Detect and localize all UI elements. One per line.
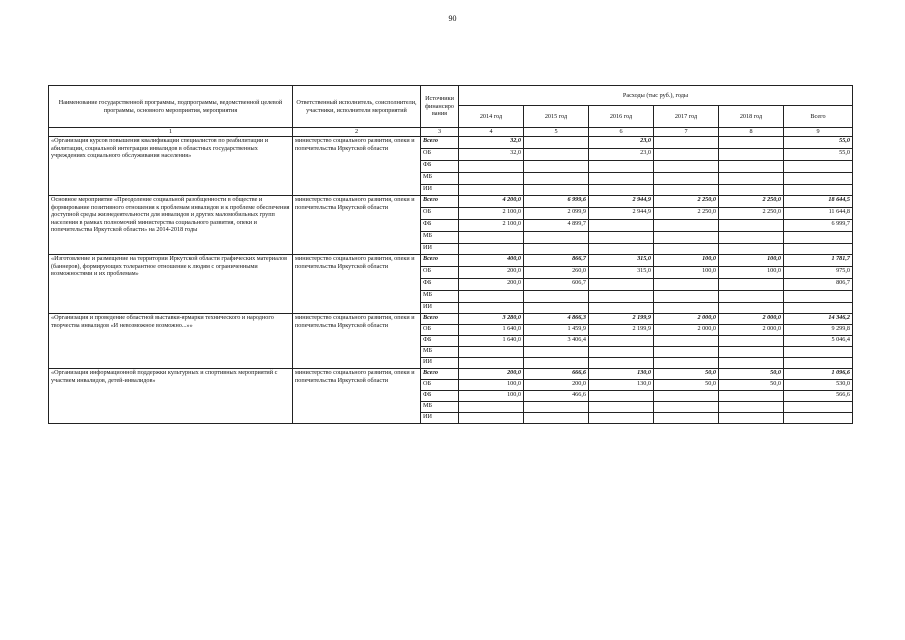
total-cell: 5 046,4: [784, 336, 853, 347]
header-source: Источники финансиро вания: [421, 86, 459, 128]
amount-cell: [524, 149, 589, 161]
funding-source: ФБ: [421, 161, 459, 173]
amount-cell: 2 250,0: [654, 196, 719, 208]
amount-cell: 2 000,0: [654, 325, 719, 336]
amount-cell: [589, 220, 654, 232]
amount-cell: [524, 402, 589, 413]
amount-cell: 400,0: [459, 255, 524, 267]
column-number: 3: [421, 128, 459, 137]
amount-cell: [459, 303, 524, 314]
amount-cell: [719, 232, 784, 244]
amount-cell: 100,0: [719, 267, 784, 279]
amount-cell: [719, 279, 784, 291]
amount-cell: 50,0: [654, 369, 719, 380]
column-number: 1: [49, 128, 293, 137]
funding-source: МБ: [421, 232, 459, 244]
total-cell: [784, 358, 853, 369]
activity-name: «Организация курсов повышения квалификации специалистов по реабилитации и абилитации, социальной интеграции инвалидов в областных государственных учреждениях социального обслуживания населения»: [49, 137, 293, 196]
amount-cell: [524, 413, 589, 424]
funding-source: ИИ: [421, 358, 459, 369]
activity-name: «Организация и проведение областной выставки-ярмарки технического и народного творчества инвалидов «И невозможное возможно...»»: [49, 314, 293, 369]
expenses-table: [48, 85, 853, 424]
header-year: 2015 год: [524, 106, 589, 128]
amount-cell: [589, 303, 654, 314]
table-row: [49, 137, 853, 149]
total-cell: [784, 291, 853, 303]
activity-executor: министерство социального развития, опеки и попечительства Иркутской области: [293, 314, 421, 369]
amount-cell: [524, 358, 589, 369]
amount-cell: [719, 303, 784, 314]
amount-cell: [719, 347, 784, 358]
funding-source: ФБ: [421, 220, 459, 232]
column-number: 9: [784, 128, 853, 137]
amount-cell: [524, 232, 589, 244]
amount-cell: [589, 185, 654, 196]
total-cell: 18 644,5: [784, 196, 853, 208]
amount-cell: 2 250,0: [719, 196, 784, 208]
amount-cell: [459, 185, 524, 196]
amount-cell: 50,0: [654, 380, 719, 391]
funding-source: ИИ: [421, 185, 459, 196]
header-year: 2017 год: [654, 106, 719, 128]
amount-cell: [719, 173, 784, 185]
amount-cell: 3 280,0: [459, 314, 524, 325]
amount-cell: 100,0: [459, 380, 524, 391]
amount-cell: 6 999,6: [524, 196, 589, 208]
header-year: 2018 год: [719, 106, 784, 128]
total-cell: 14 346,2: [784, 314, 853, 325]
total-cell: 55,0: [784, 149, 853, 161]
amount-cell: 4 200,0: [459, 196, 524, 208]
amount-cell: 1 640,0: [459, 325, 524, 336]
amount-cell: [654, 291, 719, 303]
amount-cell: [654, 137, 719, 149]
activity-name: «Изготовление и размещение на территории Иркутской области графических материалов (баннеров), формирующих толерантное отношение к людям с ограниченными возможностями и их проблемам»: [49, 255, 293, 314]
amount-cell: 130,0: [589, 369, 654, 380]
funding-source: ОБ: [421, 208, 459, 220]
amount-cell: [524, 347, 589, 358]
amount-cell: 260,0: [524, 267, 589, 279]
funding-source: ФБ: [421, 336, 459, 347]
total-cell: [784, 173, 853, 185]
column-numbers-row: [49, 128, 853, 137]
amount-cell: [589, 391, 654, 402]
amount-cell: [589, 402, 654, 413]
column-number: 6: [589, 128, 654, 137]
amount-cell: [654, 220, 719, 232]
total-cell: [784, 244, 853, 255]
funding-source: ИИ: [421, 413, 459, 424]
amount-cell: [459, 173, 524, 185]
amount-cell: 200,0: [524, 380, 589, 391]
amount-cell: [719, 402, 784, 413]
amount-cell: 2 250,0: [719, 208, 784, 220]
amount-cell: 100,0: [654, 267, 719, 279]
total-cell: 530,0: [784, 380, 853, 391]
column-number: 8: [719, 128, 784, 137]
amount-cell: 866,7: [524, 255, 589, 267]
column-number: 4: [459, 128, 524, 137]
total-cell: [784, 303, 853, 314]
amount-cell: [459, 244, 524, 255]
table-row: [49, 196, 853, 208]
column-number: 7: [654, 128, 719, 137]
amount-cell: 315,0: [589, 267, 654, 279]
amount-cell: 2 100,0: [459, 208, 524, 220]
amount-cell: [589, 358, 654, 369]
amount-cell: 2 099,9: [524, 208, 589, 220]
amount-cell: 200,0: [459, 369, 524, 380]
amount-cell: 2 000,0: [719, 325, 784, 336]
amount-cell: [719, 413, 784, 424]
amount-cell: 1 640,0: [459, 336, 524, 347]
funding-source: ИИ: [421, 244, 459, 255]
amount-cell: [654, 347, 719, 358]
amount-cell: 200,0: [459, 279, 524, 291]
total-cell: [784, 402, 853, 413]
amount-cell: [654, 173, 719, 185]
amount-cell: 50,0: [719, 380, 784, 391]
amount-cell: [654, 303, 719, 314]
column-number: 5: [524, 128, 589, 137]
total-cell: [784, 185, 853, 196]
total-cell: [784, 232, 853, 244]
amount-cell: [654, 185, 719, 196]
total-cell: 11 644,8: [784, 208, 853, 220]
amount-cell: 1 459,9: [524, 325, 589, 336]
funding-source: ФБ: [421, 391, 459, 402]
amount-cell: [719, 391, 784, 402]
funding-source: ИИ: [421, 303, 459, 314]
amount-cell: [654, 244, 719, 255]
amount-cell: 2 250,0: [654, 208, 719, 220]
amount-cell: [459, 347, 524, 358]
amount-cell: [654, 391, 719, 402]
funding-source: МБ: [421, 173, 459, 185]
table-row: [49, 369, 853, 380]
funding-source: ОБ: [421, 325, 459, 336]
table-row: [49, 255, 853, 267]
amount-cell: 50,0: [719, 369, 784, 380]
activity-executor: министерство социального развития, опеки и попечительства Иркутской области: [293, 196, 421, 255]
amount-cell: [719, 185, 784, 196]
amount-cell: 100,0: [459, 391, 524, 402]
amount-cell: [654, 149, 719, 161]
amount-cell: 23,0: [589, 149, 654, 161]
amount-cell: 23,0: [589, 137, 654, 149]
amount-cell: 200,0: [459, 267, 524, 279]
page-number: 90: [448, 14, 457, 23]
amount-cell: 2 199,9: [589, 314, 654, 325]
funding-source: ОБ: [421, 380, 459, 391]
amount-cell: [654, 232, 719, 244]
amount-cell: [524, 185, 589, 196]
amount-cell: 315,0: [589, 255, 654, 267]
amount-cell: 2 944,9: [589, 208, 654, 220]
amount-cell: 606,7: [524, 279, 589, 291]
amount-cell: [589, 173, 654, 185]
amount-cell: [589, 161, 654, 173]
total-cell: [784, 347, 853, 358]
amount-cell: [459, 402, 524, 413]
total-cell: 6 999,7: [784, 220, 853, 232]
total-cell: [784, 161, 853, 173]
total-cell: 9 299,8: [784, 325, 853, 336]
funding-source: Всего: [421, 314, 459, 325]
table-row: [49, 314, 853, 325]
funding-source: ОБ: [421, 149, 459, 161]
total-cell: [784, 413, 853, 424]
amount-cell: 2 000,0: [719, 314, 784, 325]
amount-cell: 100,0: [719, 255, 784, 267]
activity-name: «Организация информационной поддержки культурных и спортивных мероприятий с участием инвалидов, детей-инвалидов»: [49, 369, 293, 424]
activity-executor: министерство социального развития, опеки и попечительства Иркутской области: [293, 255, 421, 314]
amount-cell: [654, 279, 719, 291]
funding-source: Всего: [421, 369, 459, 380]
amount-cell: [719, 336, 784, 347]
amount-cell: [719, 291, 784, 303]
funding-source: Всего: [421, 137, 459, 149]
amount-cell: [719, 149, 784, 161]
amount-cell: [589, 291, 654, 303]
funding-source: МБ: [421, 291, 459, 303]
total-cell: 55,0: [784, 137, 853, 149]
amount-cell: [589, 413, 654, 424]
amount-cell: [524, 291, 589, 303]
activity-name: Основное мероприятие «Преодоление социальной разобщенности в обществе и формирование позитивного отношения к проблемам инвалидов и к проблеме обеспечения доступной среды жизнедеятельности для инвалидов и других маломобильных групп населения в рамках полномочий министерства социального развития, опеки и попечительства Иркутской области» на 2014-2018 годы: [49, 196, 293, 255]
amount-cell: [459, 413, 524, 424]
funding-source: Всего: [421, 196, 459, 208]
amount-cell: [719, 220, 784, 232]
activity-executor: министерство социального развития, опеки и попечительства Иркутской области: [293, 137, 421, 196]
amount-cell: [524, 173, 589, 185]
amount-cell: [524, 137, 589, 149]
amount-cell: [654, 413, 719, 424]
amount-cell: [654, 358, 719, 369]
amount-cell: 32,0: [459, 137, 524, 149]
amount-cell: [589, 347, 654, 358]
amount-cell: [459, 232, 524, 244]
amount-cell: 466,6: [524, 391, 589, 402]
header-expenses: Расходы (тыс руб.), годы: [459, 86, 853, 106]
amount-cell: [654, 161, 719, 173]
funding-source: Всего: [421, 255, 459, 267]
header-name: Наименование государственной программы, подпрограммы, ведомственной целевой программы, основного мероприятия, мероприятия: [49, 86, 293, 128]
total-cell: 806,7: [784, 279, 853, 291]
header-year: 2014 год: [459, 106, 524, 128]
activity-executor: министерство социального развития, опеки и попечительства Иркутской области: [293, 369, 421, 424]
total-cell: 1 096,6: [784, 369, 853, 380]
funding-source: ФБ: [421, 279, 459, 291]
header-total: Всего: [784, 106, 853, 128]
amount-cell: [589, 336, 654, 347]
amount-cell: [589, 279, 654, 291]
amount-cell: 4 899,7: [524, 220, 589, 232]
amount-cell: [719, 244, 784, 255]
funding-source: ОБ: [421, 267, 459, 279]
header-year: 2016 год: [589, 106, 654, 128]
amount-cell: [524, 244, 589, 255]
amount-cell: 4 866,3: [524, 314, 589, 325]
amount-cell: 666,6: [524, 369, 589, 380]
column-number: 2: [293, 128, 421, 137]
amount-cell: [459, 291, 524, 303]
amount-cell: [719, 358, 784, 369]
amount-cell: [719, 137, 784, 149]
amount-cell: [524, 161, 589, 173]
amount-cell: 2 199,9: [589, 325, 654, 336]
amount-cell: [524, 303, 589, 314]
total-cell: 566,6: [784, 391, 853, 402]
amount-cell: 3 406,4: [524, 336, 589, 347]
amount-cell: [589, 244, 654, 255]
amount-cell: 100,0: [654, 255, 719, 267]
amount-cell: [654, 402, 719, 413]
funding-source: МБ: [421, 347, 459, 358]
funding-source: МБ: [421, 402, 459, 413]
amount-cell: 130,0: [589, 380, 654, 391]
amount-cell: 2 000,0: [654, 314, 719, 325]
amount-cell: [459, 358, 524, 369]
amount-cell: [719, 161, 784, 173]
total-cell: 1 781,7: [784, 255, 853, 267]
amount-cell: [589, 232, 654, 244]
amount-cell: 2 100,0: [459, 220, 524, 232]
amount-cell: 2 944,9: [589, 196, 654, 208]
amount-cell: [654, 336, 719, 347]
header-executor: Ответственный исполнитель, соисполнители, участники, исполнители мероприятий: [293, 86, 421, 128]
total-cell: 975,0: [784, 267, 853, 279]
amount-cell: 32,0: [459, 149, 524, 161]
amount-cell: [459, 161, 524, 173]
